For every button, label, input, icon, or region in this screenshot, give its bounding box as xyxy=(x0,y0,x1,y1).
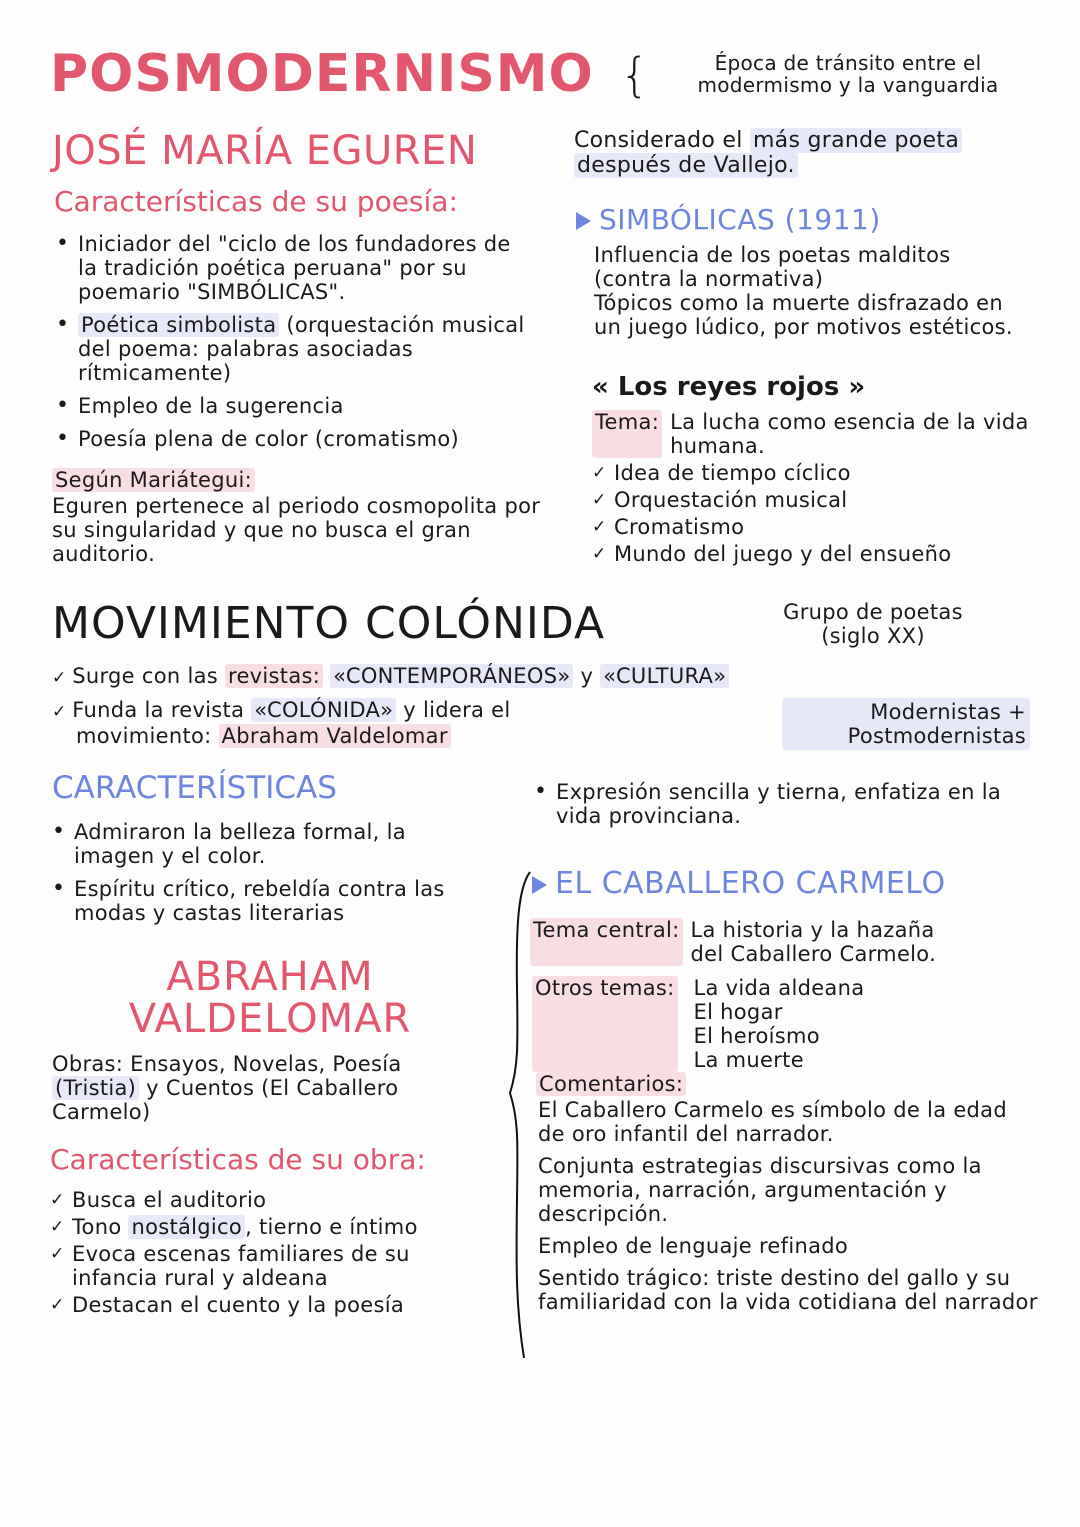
magazine-name: «CONTEMPORÁNEOS» xyxy=(330,664,573,688)
check-item xyxy=(592,488,1042,512)
simbolicas-title: SIMBÓLICAS (1911) xyxy=(599,203,881,236)
colonida-line-2 xyxy=(52,698,732,748)
check-icon: ✓ xyxy=(52,702,73,722)
list-item xyxy=(54,313,534,385)
colonida-characteristics-title: CARACTERÍSTICAS xyxy=(52,770,337,806)
text: (siglo XX) xyxy=(821,624,925,648)
highlight: nostálgico xyxy=(128,1215,245,1239)
text: Mundo del juego y del ensueño xyxy=(614,542,952,566)
eguren-characteristics xyxy=(54,232,534,460)
check-item xyxy=(50,1215,500,1239)
tema-text xyxy=(691,918,937,966)
text: Surge con las xyxy=(72,664,225,688)
list-item xyxy=(54,232,534,304)
reyes-rojos-tema xyxy=(592,410,1042,458)
simbolicas-heading xyxy=(576,204,881,236)
check-item xyxy=(592,461,1042,485)
colonida-line-1 xyxy=(52,664,1032,690)
reyes-rojos-checks xyxy=(592,461,1042,569)
simbolicas-body xyxy=(594,243,1034,339)
highlight: más grande poeta xyxy=(750,128,962,153)
text: y lidera el xyxy=(396,698,511,722)
text: El Caballero Carmelo es símbolo de la edad de oro infantil del narrador. xyxy=(538,1098,1007,1146)
period-note-line: Época de tránsito entre el xyxy=(714,51,982,75)
text: y Cuentos (El Caballero Carmelo) xyxy=(52,1076,399,1124)
valdelomar-works xyxy=(52,1052,492,1124)
text: Empleo de lenguaje refinado xyxy=(538,1234,849,1258)
text: Expresión sencilla y tierna, enfatiza en la vida provinciana. xyxy=(556,780,1002,828)
mariategui-text: Eguren pertenece al periodo cosmopolita por su singularidad y que no busca el gran auditorio. xyxy=(52,494,541,566)
list-item xyxy=(532,780,1032,828)
check-item xyxy=(592,515,1042,539)
valdelomar-characteristics-title: Características de su obra: xyxy=(50,1143,426,1176)
text: Postmodernistas xyxy=(847,724,1026,748)
tema-label: Tema: xyxy=(592,410,662,458)
check-item xyxy=(50,1242,500,1290)
text: Busca el auditorio xyxy=(72,1188,267,1212)
eguren-characteristics-title: Características de su poesía: xyxy=(54,185,458,218)
colonida-heading: MOVIMIENTO COLÓNIDA xyxy=(52,598,606,649)
check-item xyxy=(50,1188,500,1212)
text: (orquestación musical del poema: palabras asociadas rítmicamente) xyxy=(78,313,525,385)
text: Grupo de poetas xyxy=(783,600,963,624)
triangle-icon xyxy=(532,876,547,894)
mariategui-label: Según Mariátegui: xyxy=(52,468,255,492)
text: VALDELOMAR xyxy=(128,996,412,1042)
text: La vida aldeana xyxy=(693,976,865,1000)
highlight: Poética simbolista xyxy=(78,313,279,337)
carmelo-heading xyxy=(532,868,946,900)
list-item xyxy=(50,820,490,868)
text: Admiraron la belleza formal, la imagen y el color. xyxy=(74,820,406,868)
carmelo-comentarios-label xyxy=(536,1072,686,1096)
leader-name: Abraham Valdelomar xyxy=(219,724,451,748)
text: Modernistas + xyxy=(870,700,1026,724)
text: Tópicos como la muerte disfrazado en un juego lúdico, por motivos estéticos. xyxy=(594,291,1013,339)
highlight: revistas: xyxy=(225,664,323,688)
text: ABRAHAM xyxy=(166,954,374,1000)
text: Conjunta estrategias discursivas como la memoria, narración, argumentación y descripción. xyxy=(538,1154,982,1226)
text: Cromatismo xyxy=(614,515,745,539)
list-item xyxy=(50,877,490,925)
otros-label: Otros temas: xyxy=(532,976,678,1072)
page-title: POSMODERNISMO xyxy=(50,44,594,104)
text: La muerte xyxy=(693,1048,804,1072)
highlight: (Tristia) xyxy=(52,1076,139,1100)
text: Espíritu crítico, rebeldía contra las modas y castas literarias xyxy=(74,877,445,925)
otros-list xyxy=(694,976,865,1072)
text: y xyxy=(573,664,601,688)
list-item xyxy=(54,427,534,451)
tema-label: Tema central: xyxy=(530,918,683,966)
text: El hogar xyxy=(693,1000,783,1024)
group-composition-box xyxy=(782,698,1030,750)
carmelo-comentarios xyxy=(538,1098,1038,1314)
text: movimiento: xyxy=(76,724,219,748)
check-item xyxy=(50,1293,500,1317)
text: Tono xyxy=(72,1215,129,1239)
text: Funda la revista xyxy=(72,698,252,722)
text: Empleo de la sugerencia xyxy=(78,394,344,418)
magazine-name: «CULTURA» xyxy=(600,664,729,688)
text: La historia y la hazaña xyxy=(690,918,935,942)
carmelo-title: EL CABALLERO CARMELO xyxy=(555,866,946,901)
list-item xyxy=(54,394,534,418)
check-icon: ✓ xyxy=(52,668,73,688)
text: Idea de tiempo cíclico xyxy=(614,461,851,485)
mariategui-note xyxy=(52,468,542,566)
text: Considerado el xyxy=(574,128,750,153)
text: , tierno e íntimo xyxy=(245,1215,418,1239)
text: Evoca escenas familiares de su infancia rural y aldeana xyxy=(72,1242,410,1290)
text: Destacan el cuento y la poesía xyxy=(72,1293,405,1317)
highlight: después de Vallejo. xyxy=(574,153,798,178)
colonida-characteristics-left xyxy=(50,820,490,934)
colonida-characteristics-right xyxy=(532,780,1032,837)
period-note-line: modermismo y la vanguardia xyxy=(697,73,999,97)
text: Sentido trágico: triste destino del gallo y su familiaridad con la vida cotidiana del narrador xyxy=(538,1266,1038,1314)
carmelo-otros-temas xyxy=(532,976,1042,1072)
text: Influencia de los poetas malditos (contra la normativa) xyxy=(594,243,951,291)
valdelomar-checks xyxy=(50,1188,500,1320)
reyes-rojos-title: « Los reyes rojos » xyxy=(592,372,866,402)
triangle-icon xyxy=(576,212,591,230)
valdelomar-heading xyxy=(60,956,480,1040)
text: El heroísmo xyxy=(693,1024,820,1048)
text: Iniciador del "ciclo de los fundadores de la tradición poética peruana" por su poemario "SIMBÓLICAS". xyxy=(78,232,511,304)
magazine-name: «COLÓNIDA» xyxy=(251,698,396,722)
text: Obras: Ensayos, Novelas, Poesía xyxy=(52,1052,402,1076)
carmelo-tema xyxy=(530,918,1040,966)
tema-text: La lucha como esencia de la vida humana. xyxy=(670,410,1029,458)
eguren-heading: JOSÉ MARÍA EGUREN xyxy=(52,128,478,174)
period-note xyxy=(658,52,1038,96)
check-item xyxy=(592,542,1042,566)
comentarios-label: Comentarios: xyxy=(536,1072,686,1096)
eguren-considered xyxy=(574,128,1044,178)
text: del Caballero Carmelo. xyxy=(690,942,937,966)
colonida-side-note xyxy=(758,600,988,648)
text: Orquestación musical xyxy=(614,488,848,512)
brace-icon: { xyxy=(620,48,650,102)
text: Poesía plena de color (cromatismo) xyxy=(78,427,460,451)
